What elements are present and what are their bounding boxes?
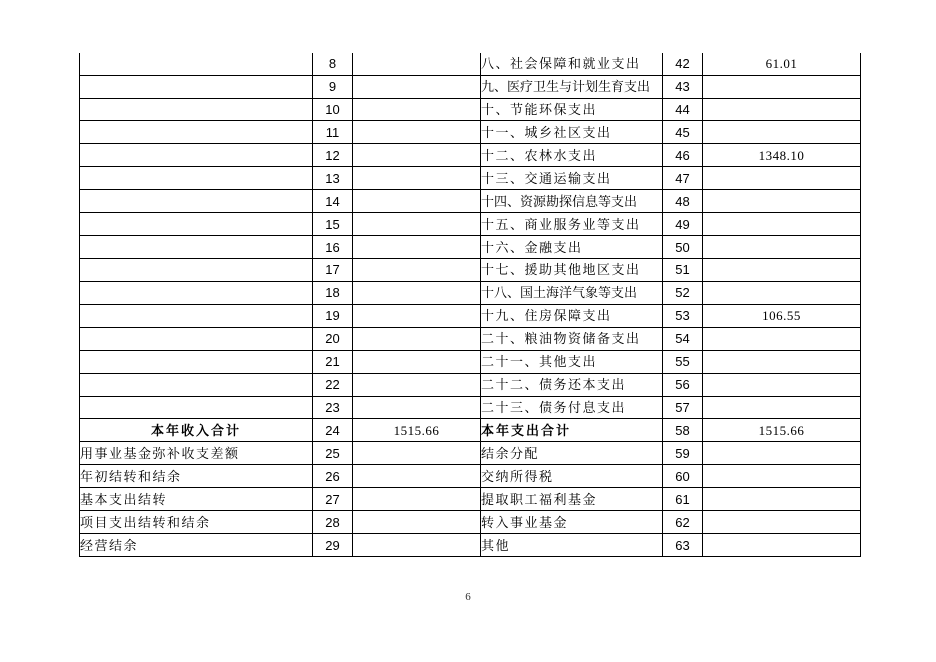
right-label-cell: 十四、资源勘探信息等支出 (481, 190, 663, 213)
right-line-number-cell: 48 (663, 190, 703, 213)
income-expenditure-table (79, 53, 861, 557)
left-amount-cell (353, 121, 481, 144)
table-row (80, 121, 861, 144)
left-label-cell (80, 236, 313, 259)
left-amount-cell (353, 534, 481, 557)
right-label-cell: 本年支出合计 (481, 419, 663, 442)
left-label-cell: 经营结余 (80, 534, 313, 557)
table-row (80, 236, 861, 259)
table-row (80, 373, 861, 396)
left-label-cell (80, 304, 313, 327)
right-label-cell: 二十二、债务还本支出 (481, 373, 663, 396)
right-amount-cell (703, 281, 861, 304)
right-line-number-cell: 61 (663, 488, 703, 511)
left-label-cell (80, 144, 313, 167)
right-label-cell: 其他 (481, 534, 663, 557)
left-label-cell: 年初结转和结余 (80, 465, 313, 488)
right-label-cell: 十九、住房保障支出 (481, 304, 663, 327)
left-label-cell (80, 98, 313, 121)
left-line-number-cell: 10 (313, 98, 353, 121)
left-line-number-cell: 25 (313, 442, 353, 465)
right-label-cell: 八、社会保障和就业支出 (481, 53, 663, 75)
right-label-cell: 转入事业基金 (481, 511, 663, 534)
left-line-number-cell: 8 (313, 53, 353, 75)
right-line-number-cell: 54 (663, 327, 703, 350)
left-line-number-cell: 19 (313, 304, 353, 327)
left-line-number-cell: 23 (313, 396, 353, 419)
left-line-number-cell: 22 (313, 373, 353, 396)
right-line-number-cell: 60 (663, 465, 703, 488)
left-label-cell (80, 258, 313, 281)
left-amount-cell (353, 258, 481, 281)
right-line-number-cell: 57 (663, 396, 703, 419)
left-amount-cell (353, 327, 481, 350)
left-amount-cell (353, 281, 481, 304)
left-line-number-cell: 29 (313, 534, 353, 557)
right-label-cell: 十八、国土海洋气象等支出 (481, 281, 663, 304)
left-label-cell: 项目支出结转和结余 (80, 511, 313, 534)
right-amount-cell (703, 442, 861, 465)
left-line-number-cell: 17 (313, 258, 353, 281)
left-amount-cell (353, 167, 481, 190)
right-amount-cell (703, 373, 861, 396)
right-label-cell: 十七、援助其他地区支出 (481, 258, 663, 281)
right-amount-cell (703, 488, 861, 511)
right-amount-cell (703, 98, 861, 121)
left-label-cell: 基本支出结转 (80, 488, 313, 511)
right-line-number-cell: 49 (663, 213, 703, 236)
table-row (80, 75, 861, 98)
page-number: 6 (465, 591, 471, 603)
left-label-cell (80, 350, 313, 373)
left-amount-cell: 1515.66 (353, 419, 481, 442)
left-amount-cell (353, 144, 481, 167)
right-amount-cell (703, 167, 861, 190)
table-row (80, 281, 861, 304)
right-line-number-cell: 46 (663, 144, 703, 167)
table-row (80, 396, 861, 419)
left-label-cell (80, 121, 313, 144)
left-label-cell: 本年收入合计 (80, 419, 313, 442)
right-amount-cell (703, 75, 861, 98)
left-line-number-cell: 21 (313, 350, 353, 373)
right-amount-cell (703, 190, 861, 213)
left-line-number-cell: 26 (313, 465, 353, 488)
table-row (80, 511, 861, 534)
left-amount-cell (353, 75, 481, 98)
left-line-number-cell: 18 (313, 281, 353, 304)
right-line-number-cell: 62 (663, 511, 703, 534)
right-line-number-cell: 51 (663, 258, 703, 281)
left-label-cell (80, 327, 313, 350)
left-amount-cell (353, 373, 481, 396)
left-amount-cell (353, 304, 481, 327)
table-row (80, 442, 861, 465)
table-row (80, 327, 861, 350)
table-row (80, 98, 861, 121)
right-amount-cell (703, 236, 861, 259)
right-label-cell: 提取职工福利基金 (481, 488, 663, 511)
right-line-number-cell: 56 (663, 373, 703, 396)
right-amount-cell (703, 396, 861, 419)
right-label-cell: 十三、交通运输支出 (481, 167, 663, 190)
right-amount-cell (703, 350, 861, 373)
left-amount-cell (353, 98, 481, 121)
left-amount-cell (353, 488, 481, 511)
left-line-number-cell: 9 (313, 75, 353, 98)
left-amount-cell (353, 511, 481, 534)
right-line-number-cell: 44 (663, 98, 703, 121)
right-label-cell: 九、医疗卫生与计划生育支出 (481, 75, 663, 98)
table-body (80, 53, 861, 557)
table-row (80, 53, 861, 75)
right-label-cell: 交纳所得税 (481, 465, 663, 488)
left-line-number-cell: 12 (313, 144, 353, 167)
right-label-cell: 十、节能环保支出 (481, 98, 663, 121)
table-row (80, 350, 861, 373)
left-label-cell (80, 373, 313, 396)
left-amount-cell (353, 396, 481, 419)
right-line-number-cell: 55 (663, 350, 703, 373)
table-row (80, 534, 861, 557)
left-label-cell (80, 396, 313, 419)
right-amount-cell: 61.01 (703, 53, 861, 75)
left-label-cell: 用事业基金弥补收支差额 (80, 442, 313, 465)
left-line-number-cell: 24 (313, 419, 353, 442)
table-row (80, 304, 861, 327)
left-line-number-cell: 15 (313, 213, 353, 236)
left-amount-cell (353, 465, 481, 488)
right-line-number-cell: 50 (663, 236, 703, 259)
left-label-cell (80, 213, 313, 236)
right-line-number-cell: 59 (663, 442, 703, 465)
left-line-number-cell: 14 (313, 190, 353, 213)
right-line-number-cell: 63 (663, 534, 703, 557)
left-line-number-cell: 16 (313, 236, 353, 259)
left-line-number-cell: 27 (313, 488, 353, 511)
right-line-number-cell: 45 (663, 121, 703, 144)
right-label-cell: 结余分配 (481, 442, 663, 465)
left-amount-cell (353, 236, 481, 259)
left-label-cell (80, 281, 313, 304)
left-amount-cell (353, 213, 481, 236)
right-amount-cell (703, 327, 861, 350)
right-amount-cell (703, 534, 861, 557)
left-amount-cell (353, 350, 481, 373)
left-label-cell (80, 53, 313, 75)
left-amount-cell (353, 190, 481, 213)
left-amount-cell (353, 442, 481, 465)
left-label-cell (80, 190, 313, 213)
right-amount-cell (703, 465, 861, 488)
right-line-number-cell: 42 (663, 53, 703, 75)
table-row (80, 419, 861, 442)
right-amount-cell (703, 511, 861, 534)
right-amount-cell (703, 258, 861, 281)
left-line-number-cell: 13 (313, 167, 353, 190)
table-row (80, 488, 861, 511)
table-row (80, 258, 861, 281)
left-line-number-cell: 11 (313, 121, 353, 144)
right-amount-cell: 1515.66 (703, 419, 861, 442)
right-label-cell: 二十三、债务付息支出 (481, 396, 663, 419)
table-row (80, 213, 861, 236)
right-label-cell: 十一、城乡社区支出 (481, 121, 663, 144)
right-line-number-cell: 58 (663, 419, 703, 442)
right-line-number-cell: 52 (663, 281, 703, 304)
right-label-cell: 二十一、其他支出 (481, 350, 663, 373)
right-amount-cell (703, 121, 861, 144)
left-amount-cell (353, 53, 481, 75)
right-amount-cell (703, 213, 861, 236)
right-label-cell: 十二、农林水支出 (481, 144, 663, 167)
right-line-number-cell: 43 (663, 75, 703, 98)
right-label-cell: 二十、粮油物资储备支出 (481, 327, 663, 350)
right-line-number-cell: 47 (663, 167, 703, 190)
left-label-cell (80, 75, 313, 98)
table-row (80, 190, 861, 213)
left-line-number-cell: 28 (313, 511, 353, 534)
right-line-number-cell: 53 (663, 304, 703, 327)
right-amount-cell: 106.55 (703, 304, 861, 327)
left-line-number-cell: 20 (313, 327, 353, 350)
table-row (80, 167, 861, 190)
right-amount-cell: 1348.10 (703, 144, 861, 167)
right-label-cell: 十六、金融支出 (481, 236, 663, 259)
left-label-cell (80, 167, 313, 190)
right-label-cell: 十五、商业服务业等支出 (481, 213, 663, 236)
table-row (80, 465, 861, 488)
table-row (80, 144, 861, 167)
